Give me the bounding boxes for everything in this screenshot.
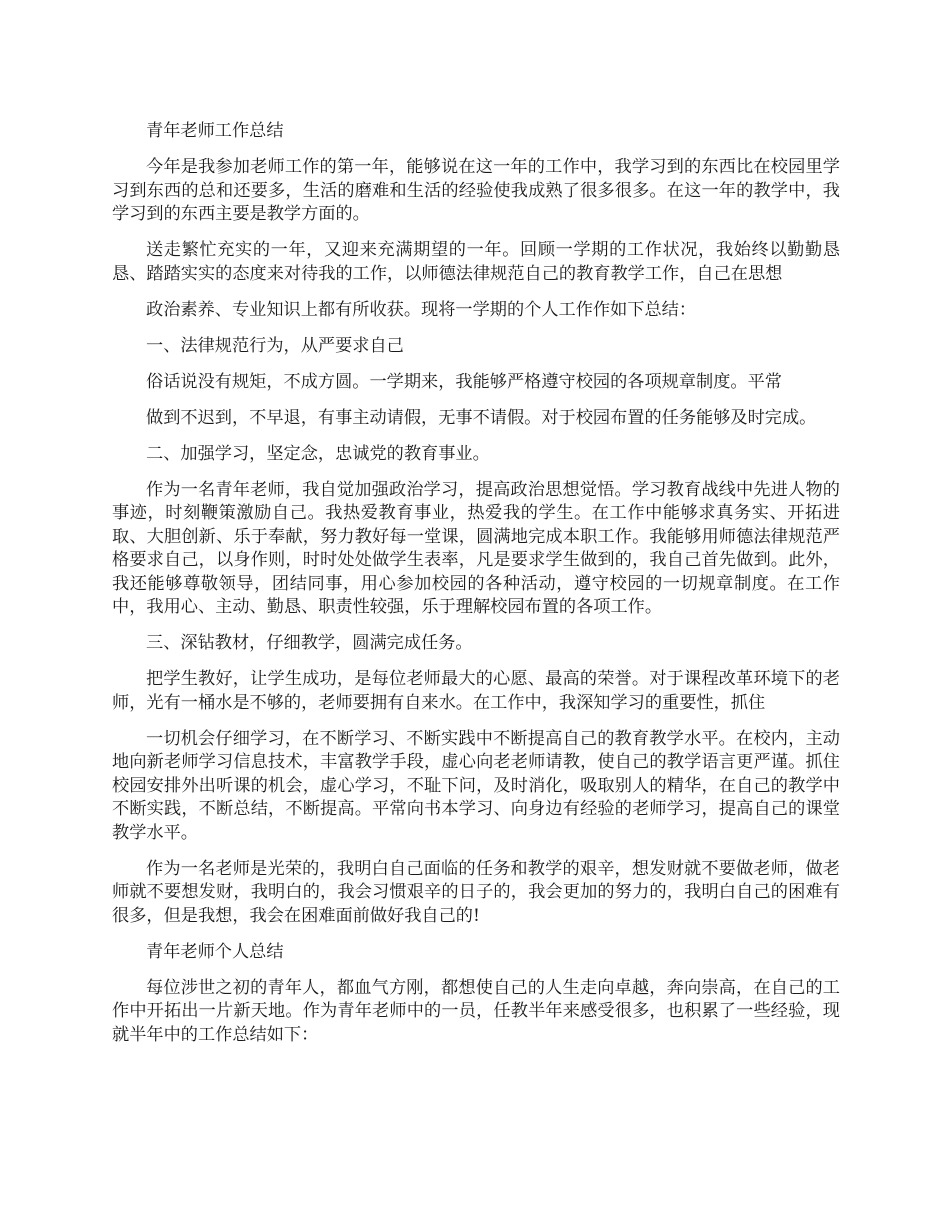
section-title: 青年老师个人总结: [146, 941, 284, 962]
paragraph: 作为一名老师是光荣的，我明白自己面临的任务和教学的艰辛，想发财就不要做老师，做老师就不要想发财，我明白的，我会习惯艰辛的日子的，我会更加的努力的，我明白自己的困难有很多，但是我想，我会在困难面前做好我自己的!: [112, 858, 840, 926]
paragraph: 今年是我参加老师工作的第一年，能够说在这一年的工作中，我学习到的东西比在校园里学习到东西的总和还要多，生活的磨难和生活的经验使我成熟了很多很多。在这一年的教学中，我学习到的东西主要是教学方面的。: [112, 157, 840, 224]
paragraph: 作为一名青年老师，我自觉加强政治学习，提高政治思想觉悟。学习教育战线中先进人物的事迹，时刻鞭策激励自己。我热爱教育事业，热爱我的学生。在工作中能够求真务实、开拓进取、大胆创新、乐于奉献，努力教好每一堂课，圆满地完成本职工作。我能够用师德法律规范严格要求自己，以身作则，时时处处做学生表率，凡是要求学生做到的，我自己首先做到。此外，我还能够尊敬领导，团结同事，用心参加校园的各种活动，遵守校园的一切规章制度。在工作中，我用心、主动、勤恳、职责性较强，乐于理解校园布置的各项工作。: [112, 479, 840, 617]
paragraph: 每位涉世之初的青年人，都血气方刚，都想使自己的人生走向卓越，奔向崇高，在自己的工作中开拓出一片新天地。作为青年老师中的一员，任教半年来感受很多，也积累了一些经验，现就半年中的工作总结如下：: [112, 977, 840, 1045]
document-page: [112, 120, 840, 1060]
paragraph: 俗话说没有规矩，不成方圆。一学期来，我能够严格遵守校园的各项规章制度。平常: [146, 371, 782, 392]
section-heading: 三、深钻教材，仔细教学，圆满完成任务。: [146, 633, 473, 653]
paragraph: 送走繁忙充实的一年，又迎来充满期望的一年。回顾一学期的工作状况，我始终以勤勤恳恳、踏踏实实的态度来对待我的工作，以师德法律规范自己的教育教学工作，自己在思想: [112, 240, 840, 284]
paragraph: 做到不迟到，不早退，有事主动请假，无事不请假。对于校园布置的任务能够及时完成。: [146, 407, 817, 428]
document-title: 青年老师工作总结: [146, 121, 284, 141]
section-heading: 二、加强学习，坚定念，忠诚党的教育事业。: [146, 443, 490, 464]
paragraph: 政治素养、专业知识上都有所收获。现将一学期的个人工作作如下总结：: [146, 299, 697, 320]
paragraph: 把学生教好，让学生成功，是每位老师最大的心愿、最高的荣誉。对于课程改革环境下的老师，光有一桶水是不够的，老师要拥有自来水。在工作中，我深知学习的重要性，抓住: [112, 669, 840, 713]
section-heading: 一、法律规范行为，从严要求自己: [146, 335, 404, 356]
paragraph: 一切机会仔细学习，在不断学习、不断实践中不断提高自己的教育教学水平。在校内，主动地向新老师学习信息技术，丰富教学手段，虚心向老老师请教，使自己的教学语言更严谨。抓住校园安排外出听课的机会，虚心学习，不耻下问，及时消化，吸取别人的精华，在自己的教学中不断实践，不断总结，不断提高。平常向书本学习、向身边有经验的老师学习，提高自己的课堂教学水平。: [112, 728, 840, 843]
